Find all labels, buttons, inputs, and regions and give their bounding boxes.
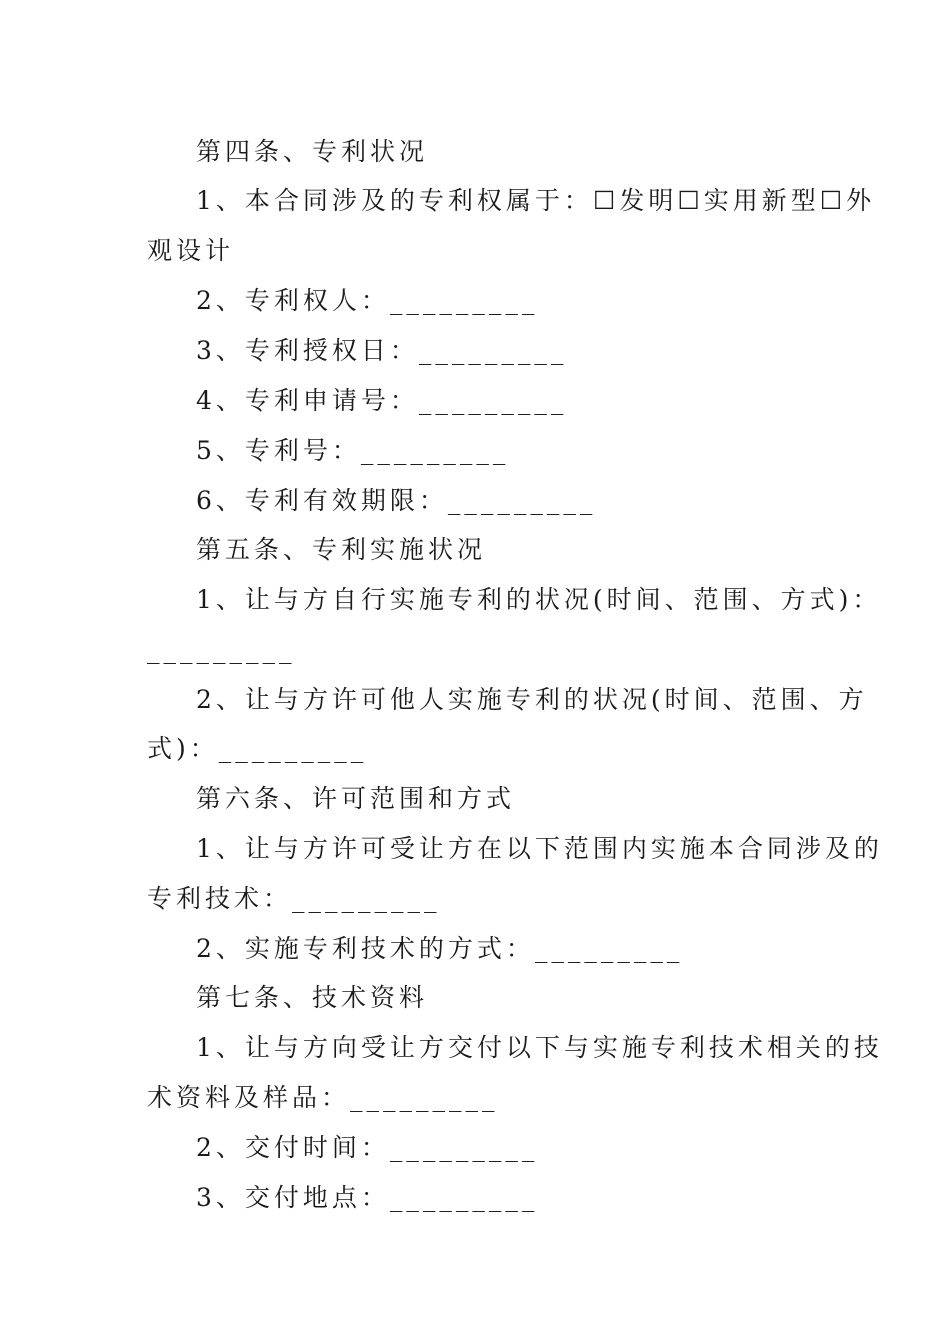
article-6-heading: 第六条、许可范围和方式 [196, 784, 516, 813]
article-6-item-2: 2、实施专利技术的方式：_________ [196, 934, 684, 963]
article-5-item-1-blank: _________ [147, 635, 296, 664]
article-5-item-1: 1、让与方自行实施专利的状况(时间、范围、方式)： [196, 585, 882, 614]
article-4-item-6: 6、专利有效期限：_________ [196, 486, 597, 515]
article-4-item-4: 4、专利申请号：_________ [196, 386, 568, 415]
article-7-item-1: 1、让与方向受让方交付以下与实施专利技术相关的技 [196, 1033, 883, 1062]
article-6-item-1-cont: 专利技术：_________ [147, 884, 441, 913]
article-7-item-2: 2、交付时间：_________ [196, 1133, 539, 1162]
article-4-item-3: 3、专利授权日：_________ [196, 336, 568, 365]
article-4-item-1: 1、本合同涉及的专利权属于：☐发明☐实用新型☐外 [196, 186, 876, 215]
article-4-item-1-cont: 观设计 [147, 236, 235, 265]
article-5-item-2: 2、让与方许可他人实施专利的状况(时间、范围、方 [196, 685, 868, 714]
article-4-item-5: 5、专利号：_________ [196, 436, 510, 465]
article-6-item-1: 1、让与方许可受让方在以下范围内实施本合同涉及的 [196, 834, 883, 863]
article-5-item-2-cont: 式)：_________ [147, 734, 368, 763]
article-4-heading: 第四条、专利状况 [196, 137, 429, 166]
article-7-item-1-cont: 术资料及样品：_________ [147, 1083, 499, 1112]
article-7-heading: 第七条、技术资料 [196, 983, 429, 1012]
article-4-item-2: 2、专利权人：_________ [196, 286, 539, 315]
article-5-heading: 第五条、专利实施状况 [196, 535, 487, 564]
article-7-item-3: 3、交付地点：_________ [196, 1183, 539, 1212]
